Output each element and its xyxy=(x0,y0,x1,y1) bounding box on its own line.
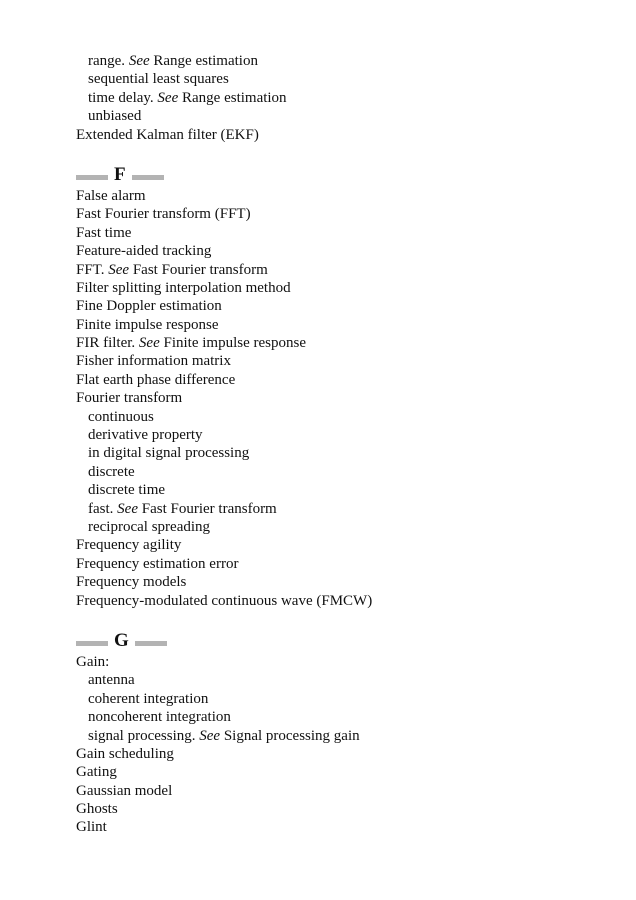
see-reference: See xyxy=(199,727,221,744)
index-subentry xyxy=(76,426,616,444)
entry-term: Fast Fourier transform (FFT) xyxy=(76,206,251,223)
index-entry xyxy=(76,187,616,205)
entry-term: in digital signal processing xyxy=(88,445,250,462)
entry-term: Gain: xyxy=(76,653,110,670)
entry-term: Fisher information matrix xyxy=(76,353,231,370)
entry-term: Frequency models xyxy=(76,574,187,591)
entry-term: noncoherent integration xyxy=(88,709,231,726)
index-entry xyxy=(76,782,616,800)
entry-term: Fine Doppler estimation xyxy=(76,298,222,315)
section-letter-g: G xyxy=(114,629,129,651)
entry-term: Frequency estimation error xyxy=(76,555,239,572)
entry-term: Feature-aided tracking xyxy=(76,243,212,260)
index-entry xyxy=(76,653,616,671)
index-subentry xyxy=(76,70,616,88)
index-entry xyxy=(76,555,616,573)
index-subentry xyxy=(76,107,616,125)
index-entry xyxy=(76,818,616,836)
index-entry xyxy=(76,573,616,591)
index-entry xyxy=(76,389,616,407)
see-target: Finite impulse response xyxy=(159,335,306,352)
entry-term: Extended Kalman filter (EKF) xyxy=(76,126,259,143)
index-entry xyxy=(76,279,616,297)
entry-term: unbiased xyxy=(88,108,142,125)
index-subentry xyxy=(76,690,616,708)
entry-term: Frequency agility xyxy=(76,537,182,554)
entry-term: Gating xyxy=(76,764,117,781)
entry-term: Frequency-modulated continuous wave (FMCW) xyxy=(76,592,373,609)
see-target: Signal processing gain xyxy=(220,727,360,744)
index-entry xyxy=(76,371,616,389)
index-entry xyxy=(76,205,616,223)
entry-term: Finite impulse response xyxy=(76,316,219,333)
letter-header-f xyxy=(76,164,616,185)
entry-term: reciprocal spreading xyxy=(88,518,211,535)
entry-term: signal processing. xyxy=(88,727,200,744)
index-entry xyxy=(76,224,616,242)
index-subentry xyxy=(76,408,616,426)
header-bar-right xyxy=(132,175,164,180)
index-page xyxy=(76,52,616,837)
entry-term: Ghosts xyxy=(76,801,118,818)
section-e-continued xyxy=(76,52,616,144)
see-reference: See xyxy=(157,89,179,106)
index-entry xyxy=(76,352,616,370)
entry-term: Glint xyxy=(76,819,107,836)
index-subentry xyxy=(76,52,616,70)
header-bar-right xyxy=(135,641,167,646)
section-f-entries xyxy=(76,187,616,610)
header-bar-left xyxy=(76,641,108,646)
index-subentry xyxy=(76,500,616,518)
index-entry xyxy=(76,800,616,818)
see-reference: See xyxy=(138,335,160,352)
entry-term: derivative property xyxy=(88,427,203,444)
entry-term: continuous xyxy=(88,408,154,425)
index-subentry xyxy=(76,727,616,745)
index-entry xyxy=(76,242,616,260)
section-g-entries xyxy=(76,653,616,837)
entry-term: antenna xyxy=(88,672,135,689)
index-entry xyxy=(76,261,616,279)
see-target: Range estimation xyxy=(178,89,287,106)
index-subentry xyxy=(76,444,616,462)
entry-term: Fast time xyxy=(76,224,132,241)
entry-term: FIR filter. xyxy=(76,335,139,352)
letter-header-g xyxy=(76,630,616,651)
entry-term: discrete xyxy=(88,463,135,480)
entry-term: FFT. xyxy=(76,261,109,278)
index-entry xyxy=(76,592,616,610)
see-target: Fast Fourier transform xyxy=(129,261,268,278)
index-subentry xyxy=(76,708,616,726)
entry-term: sequential least squares xyxy=(88,71,229,88)
index-entry xyxy=(76,763,616,781)
index-entry xyxy=(76,297,616,315)
entry-term: Gain scheduling xyxy=(76,745,174,762)
index-subentry xyxy=(76,481,616,499)
index-subentry xyxy=(76,518,616,536)
entry-term: Filter splitting interpolation method xyxy=(76,279,291,296)
entry-term: Fourier transform xyxy=(76,390,183,407)
see-reference: See xyxy=(108,261,130,278)
see-target: Range estimation xyxy=(149,53,258,69)
index-entry xyxy=(76,334,616,352)
entry-term: Gaussian model xyxy=(76,782,173,799)
see-reference: See xyxy=(117,500,138,517)
entry-term: time delay. xyxy=(88,89,158,106)
entry-term: Flat earth phase difference xyxy=(76,371,236,388)
header-bar-left xyxy=(76,175,108,180)
index-subentry xyxy=(76,671,616,689)
entry-term: fast. xyxy=(88,500,118,517)
entry-term: range. xyxy=(88,53,129,69)
see-target: Fast Fourier transform xyxy=(138,500,277,517)
section-letter-f: F xyxy=(114,163,126,185)
index-entry xyxy=(76,126,616,144)
index-entry xyxy=(76,316,616,334)
index-entry xyxy=(76,745,616,763)
entry-term: False alarm xyxy=(76,187,146,204)
index-subentry xyxy=(76,463,616,481)
entry-term: coherent integration xyxy=(88,690,209,707)
index-subentry xyxy=(76,89,616,107)
entry-term: discrete time xyxy=(88,482,166,499)
index-entry xyxy=(76,536,616,554)
see-reference: See xyxy=(128,53,150,69)
